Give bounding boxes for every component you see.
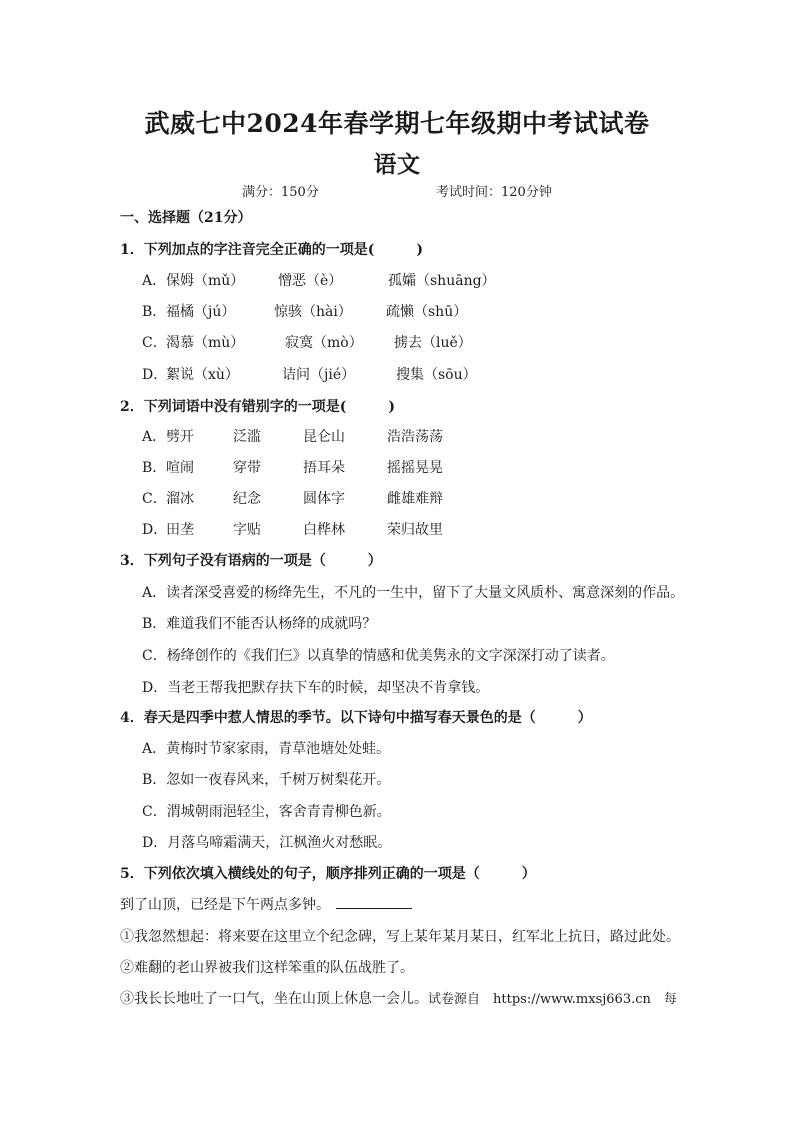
q2-option-d-word-3: 白桦林 bbox=[303, 522, 345, 538]
exam-title: 武威七中2024年春学期七年级期中考试试卷 bbox=[144, 109, 650, 138]
q1-option-c-label: C． bbox=[142, 335, 167, 351]
q1-option-d-word-2: 诘问（jié） bbox=[282, 367, 356, 383]
full-score: 满分：150分 bbox=[242, 185, 319, 200]
q5-sentence-1: ①我忽然想起：将来要在这里立个纪念碑，写上某年某月某日，红军北上抗日，路过此处。 bbox=[120, 929, 680, 945]
q2-option-b-word-1: 喧闹 bbox=[166, 460, 194, 476]
q2-option-b-word-4: 摇摇晃晃 bbox=[387, 460, 443, 476]
q2-option-b-word-2: 穿带 bbox=[233, 460, 261, 476]
q5-sentence-3-text: ③我长长地吐了一口气，坐在山顶上休息一会儿。 bbox=[120, 991, 428, 1007]
source-watermark: 试卷源自 https://www.mxsj663.cn 每 bbox=[428, 992, 677, 1007]
q3-option-d: D．当老王帮我把默存扶下车的时候，却坚决不肯拿钱。 bbox=[142, 680, 490, 696]
q2-option-d-word-2: 字贴 bbox=[233, 522, 261, 538]
q1-option-d-word-3: 搜集（sōu） bbox=[396, 367, 477, 383]
q1-option-c-word-3: 掳去（luě） bbox=[394, 335, 472, 351]
q1-option-d-word-1: 絮说（xù） bbox=[166, 367, 239, 383]
q2-option-a-word-3: 昆仑山 bbox=[303, 429, 345, 445]
q2-option-b-word-3: 捂耳朵 bbox=[303, 460, 345, 476]
q4-option-d: D．月落乌啼霜满天，江枫渔火对愁眠。 bbox=[142, 835, 392, 851]
q4-option-a: A．黄梅时节家家雨，青草池塘处处蛙。 bbox=[142, 741, 391, 757]
exam-time: 考试时间：120分钟 bbox=[436, 185, 552, 200]
question-2-stem: 2．下列词语中没有错别字的一项是( ) bbox=[120, 399, 395, 415]
question-3-stem: 3．下列句子没有语病的一项是（ ） bbox=[120, 553, 382, 569]
q2-option-a-word-2: 泛滥 bbox=[233, 429, 261, 445]
q3-option-c: C．杨绛创作的《我们仨》以真挚的情感和优美隽永的文字深深打动了读者。 bbox=[142, 648, 615, 664]
section-title: 一、选择题（21分） bbox=[120, 210, 252, 226]
subject-title: 语文 bbox=[373, 151, 421, 178]
q5-sentence-3 bbox=[120, 988, 677, 1008]
q2-option-c-word-1: 溜冰 bbox=[166, 491, 194, 507]
q2-option-b-label: B． bbox=[142, 460, 167, 476]
q1-option-d-label: D． bbox=[142, 367, 168, 383]
q2-option-a-label: A． bbox=[142, 429, 167, 445]
q5-lead bbox=[120, 894, 412, 914]
q1-option-b-word-1: 福橘（jú） bbox=[166, 304, 236, 320]
q2-option-c-word-4: 雌雄难辩 bbox=[387, 491, 443, 507]
q4-option-c: C．渭城朝雨浥轻尘，客舍青青柳色新。 bbox=[142, 804, 391, 820]
question-5-stem: 5．下列依次填入横线处的句子，顺序排列正确的一项是（ ） bbox=[120, 866, 536, 882]
q1-option-a-word-3: 孤孀（shuāng） bbox=[388, 273, 496, 289]
q3-option-b: B．难道我们不能否认杨绛的成就吗？ bbox=[142, 616, 377, 632]
q4-option-b: B．忽如一夜春风来，千树万树梨花开。 bbox=[142, 772, 391, 788]
q3-option-a: A．读者深受喜爱的杨绛先生，不凡的一生中，留下了大量文风质朴、寓意深刻的作品。 bbox=[142, 585, 685, 601]
fill-blank-line bbox=[336, 896, 412, 909]
question-4-stem: 4．春天是四季中惹人情思的季节。以下诗句中描写春天景色的是（ ） bbox=[120, 710, 592, 726]
q5-sentence-2: ②难翻的老山界被我们这样笨重的队伍战胜了。 bbox=[120, 960, 414, 976]
q2-option-c-word-2: 纪念 bbox=[233, 491, 261, 507]
q2-option-c-word-3: 圆体字 bbox=[303, 491, 345, 507]
q5-lead-text: 到了山顶，已经是下午两点多钟。 bbox=[120, 897, 330, 913]
q1-option-b-label: B． bbox=[142, 304, 167, 320]
q1-option-c-word-1: 渴慕（mù） bbox=[166, 335, 245, 351]
q2-option-a-word-4: 浩浩荡荡 bbox=[387, 429, 443, 445]
q1-option-b-word-3: 疏懒（shū） bbox=[386, 304, 468, 320]
q2-option-d-word-4: 荣归故里 bbox=[387, 522, 443, 538]
q2-option-d-word-1: 田垄 bbox=[166, 522, 194, 538]
q2-option-d-label: D． bbox=[142, 522, 168, 538]
q1-option-c-word-2: 寂寞（mò） bbox=[285, 335, 363, 351]
q1-option-a-word-2: 憎恶（è） bbox=[278, 273, 343, 289]
q2-option-c-label: C． bbox=[142, 491, 167, 507]
q2-option-a-word-1: 劈开 bbox=[166, 429, 194, 445]
q1-option-a-label: A． bbox=[142, 273, 167, 289]
question-1-stem: 1．下列加点的字注音完全正确的一项是( ) bbox=[120, 242, 423, 258]
q1-option-a-word-1: 保姆（mǔ） bbox=[166, 273, 245, 289]
q1-option-b-word-2: 惊骇（hài） bbox=[274, 304, 352, 320]
